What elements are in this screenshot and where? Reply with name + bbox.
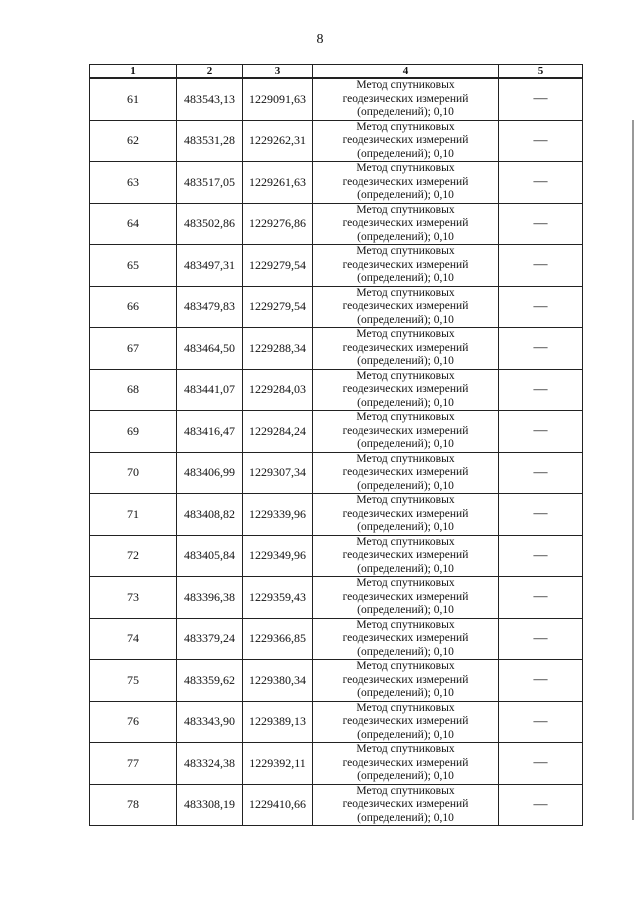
table-header-row [90,65,583,79]
table-row [90,743,583,785]
point-number-cell: 76 [90,701,177,743]
y-coordinate-cell: 1229261,63 [243,162,313,204]
note-cell: — [499,701,583,743]
note-cell: — [499,162,583,204]
point-number-cell: 65 [90,245,177,287]
table-row [90,411,583,453]
note-cell: — [499,618,583,660]
y-coordinate-cell: 1229307,34 [243,452,313,494]
point-number-cell: 74 [90,618,177,660]
method-cell: Метод спутниковых геодезических измерений (определений); 0,10 [313,286,499,328]
method-cell: Метод спутниковых геодезических измерений (определений); 0,10 [313,535,499,577]
header-col-2: 2 [177,65,243,79]
method-cell: Метод спутниковых геодезических измерений (определений); 0,10 [313,452,499,494]
method-cell: Метод спутниковых геодезических измерений (определений); 0,10 [313,162,499,204]
header-col-4: 4 [313,65,499,79]
y-coordinate-cell: 1229091,63 [243,78,313,120]
x-coordinate-cell: 483408,82 [177,494,243,536]
y-coordinate-cell: 1229279,54 [243,245,313,287]
note-cell: — [499,328,583,370]
note-cell: — [499,203,583,245]
method-cell: Метод спутниковых геодезических измерений (определений); 0,10 [313,784,499,826]
coordinates-table [89,64,583,826]
table-row [90,203,583,245]
header-col-5: 5 [499,65,583,79]
y-coordinate-cell: 1229284,24 [243,411,313,453]
point-number-cell: 75 [90,660,177,702]
x-coordinate-cell: 483531,28 [177,120,243,162]
y-coordinate-cell: 1229262,31 [243,120,313,162]
x-coordinate-cell: 483517,05 [177,162,243,204]
x-coordinate-cell: 483416,47 [177,411,243,453]
page-number: 8 [316,32,324,47]
table-row [90,535,583,577]
table-row [90,494,583,536]
table-body [90,78,583,826]
x-coordinate-cell: 483406,99 [177,452,243,494]
y-coordinate-cell: 1229276,86 [243,203,313,245]
x-coordinate-cell: 483464,50 [177,328,243,370]
x-coordinate-cell: 483543,13 [177,78,243,120]
table-row [90,245,583,287]
note-cell: — [499,452,583,494]
table-row [90,784,583,826]
x-coordinate-cell: 483359,62 [177,660,243,702]
point-number-cell: 61 [90,78,177,120]
table-row [90,577,583,619]
table-row [90,701,583,743]
y-coordinate-cell: 1229279,54 [243,286,313,328]
header-col-3: 3 [243,65,313,79]
x-coordinate-cell: 483379,24 [177,618,243,660]
method-cell: Метод спутниковых геодезических измерений (определений); 0,10 [313,743,499,785]
point-number-cell: 63 [90,162,177,204]
y-coordinate-cell: 1229349,96 [243,535,313,577]
x-coordinate-cell: 483497,31 [177,245,243,287]
point-number-cell: 64 [90,203,177,245]
method-cell: Метод спутниковых геодезических измерений (определений); 0,10 [313,328,499,370]
method-cell: Метод спутниковых геодезических измерений (определений); 0,10 [313,120,499,162]
table-row [90,618,583,660]
method-cell: Метод спутниковых геодезических измерений (определений); 0,10 [313,411,499,453]
note-cell: — [499,411,583,453]
method-cell: Метод спутниковых геодезических измерений (определений); 0,10 [313,203,499,245]
point-number-cell: 72 [90,535,177,577]
method-cell: Метод спутниковых геодезических измерений (определений); 0,10 [313,577,499,619]
table-row [90,286,583,328]
note-cell: — [499,494,583,536]
point-number-cell: 70 [90,452,177,494]
x-coordinate-cell: 483324,38 [177,743,243,785]
table-row [90,120,583,162]
note-cell: — [499,535,583,577]
y-coordinate-cell: 1229284,03 [243,369,313,411]
y-coordinate-cell: 1229339,96 [243,494,313,536]
header-col-1: 1 [90,65,177,79]
table-row [90,369,583,411]
y-coordinate-cell: 1229366,85 [243,618,313,660]
method-cell: Метод спутниковых геодезических измерений (определений); 0,10 [313,369,499,411]
table-row [90,452,583,494]
y-coordinate-cell: 1229359,43 [243,577,313,619]
scan-edge-line [632,120,634,820]
x-coordinate-cell: 483308,19 [177,784,243,826]
table-row [90,162,583,204]
table-row [90,328,583,370]
point-number-cell: 71 [90,494,177,536]
note-cell: — [499,286,583,328]
x-coordinate-cell: 483502,86 [177,203,243,245]
point-number-cell: 78 [90,784,177,826]
note-cell: — [499,660,583,702]
point-number-cell: 62 [90,120,177,162]
point-number-cell: 68 [90,369,177,411]
x-coordinate-cell: 483405,84 [177,535,243,577]
x-coordinate-cell: 483479,83 [177,286,243,328]
point-number-cell: 67 [90,328,177,370]
x-coordinate-cell: 483396,38 [177,577,243,619]
y-coordinate-cell: 1229380,34 [243,660,313,702]
method-cell: Метод спутниковых геодезических измерений (определений); 0,10 [313,618,499,660]
y-coordinate-cell: 1229288,34 [243,328,313,370]
point-number-cell: 69 [90,411,177,453]
note-cell: — [499,743,583,785]
table-row [90,78,583,120]
note-cell: — [499,78,583,120]
note-cell: — [499,120,583,162]
method-cell: Метод спутниковых геодезических измерений (определений); 0,10 [313,660,499,702]
method-cell: Метод спутниковых геодезических измерений (определений); 0,10 [313,245,499,287]
y-coordinate-cell: 1229389,13 [243,701,313,743]
x-coordinate-cell: 483441,07 [177,369,243,411]
table-row [90,660,583,702]
method-cell: Метод спутниковых геодезических измерений (определений); 0,10 [313,494,499,536]
x-coordinate-cell: 483343,90 [177,701,243,743]
point-number-cell: 73 [90,577,177,619]
method-cell: Метод спутниковых геодезических измерений (определений); 0,10 [313,78,499,120]
method-cell: Метод спутниковых геодезических измерений (определений); 0,10 [313,701,499,743]
y-coordinate-cell: 1229410,66 [243,784,313,826]
point-number-cell: 66 [90,286,177,328]
note-cell: — [499,577,583,619]
point-number-cell: 77 [90,743,177,785]
y-coordinate-cell: 1229392,11 [243,743,313,785]
note-cell: — [499,245,583,287]
note-cell: — [499,369,583,411]
note-cell: — [499,784,583,826]
